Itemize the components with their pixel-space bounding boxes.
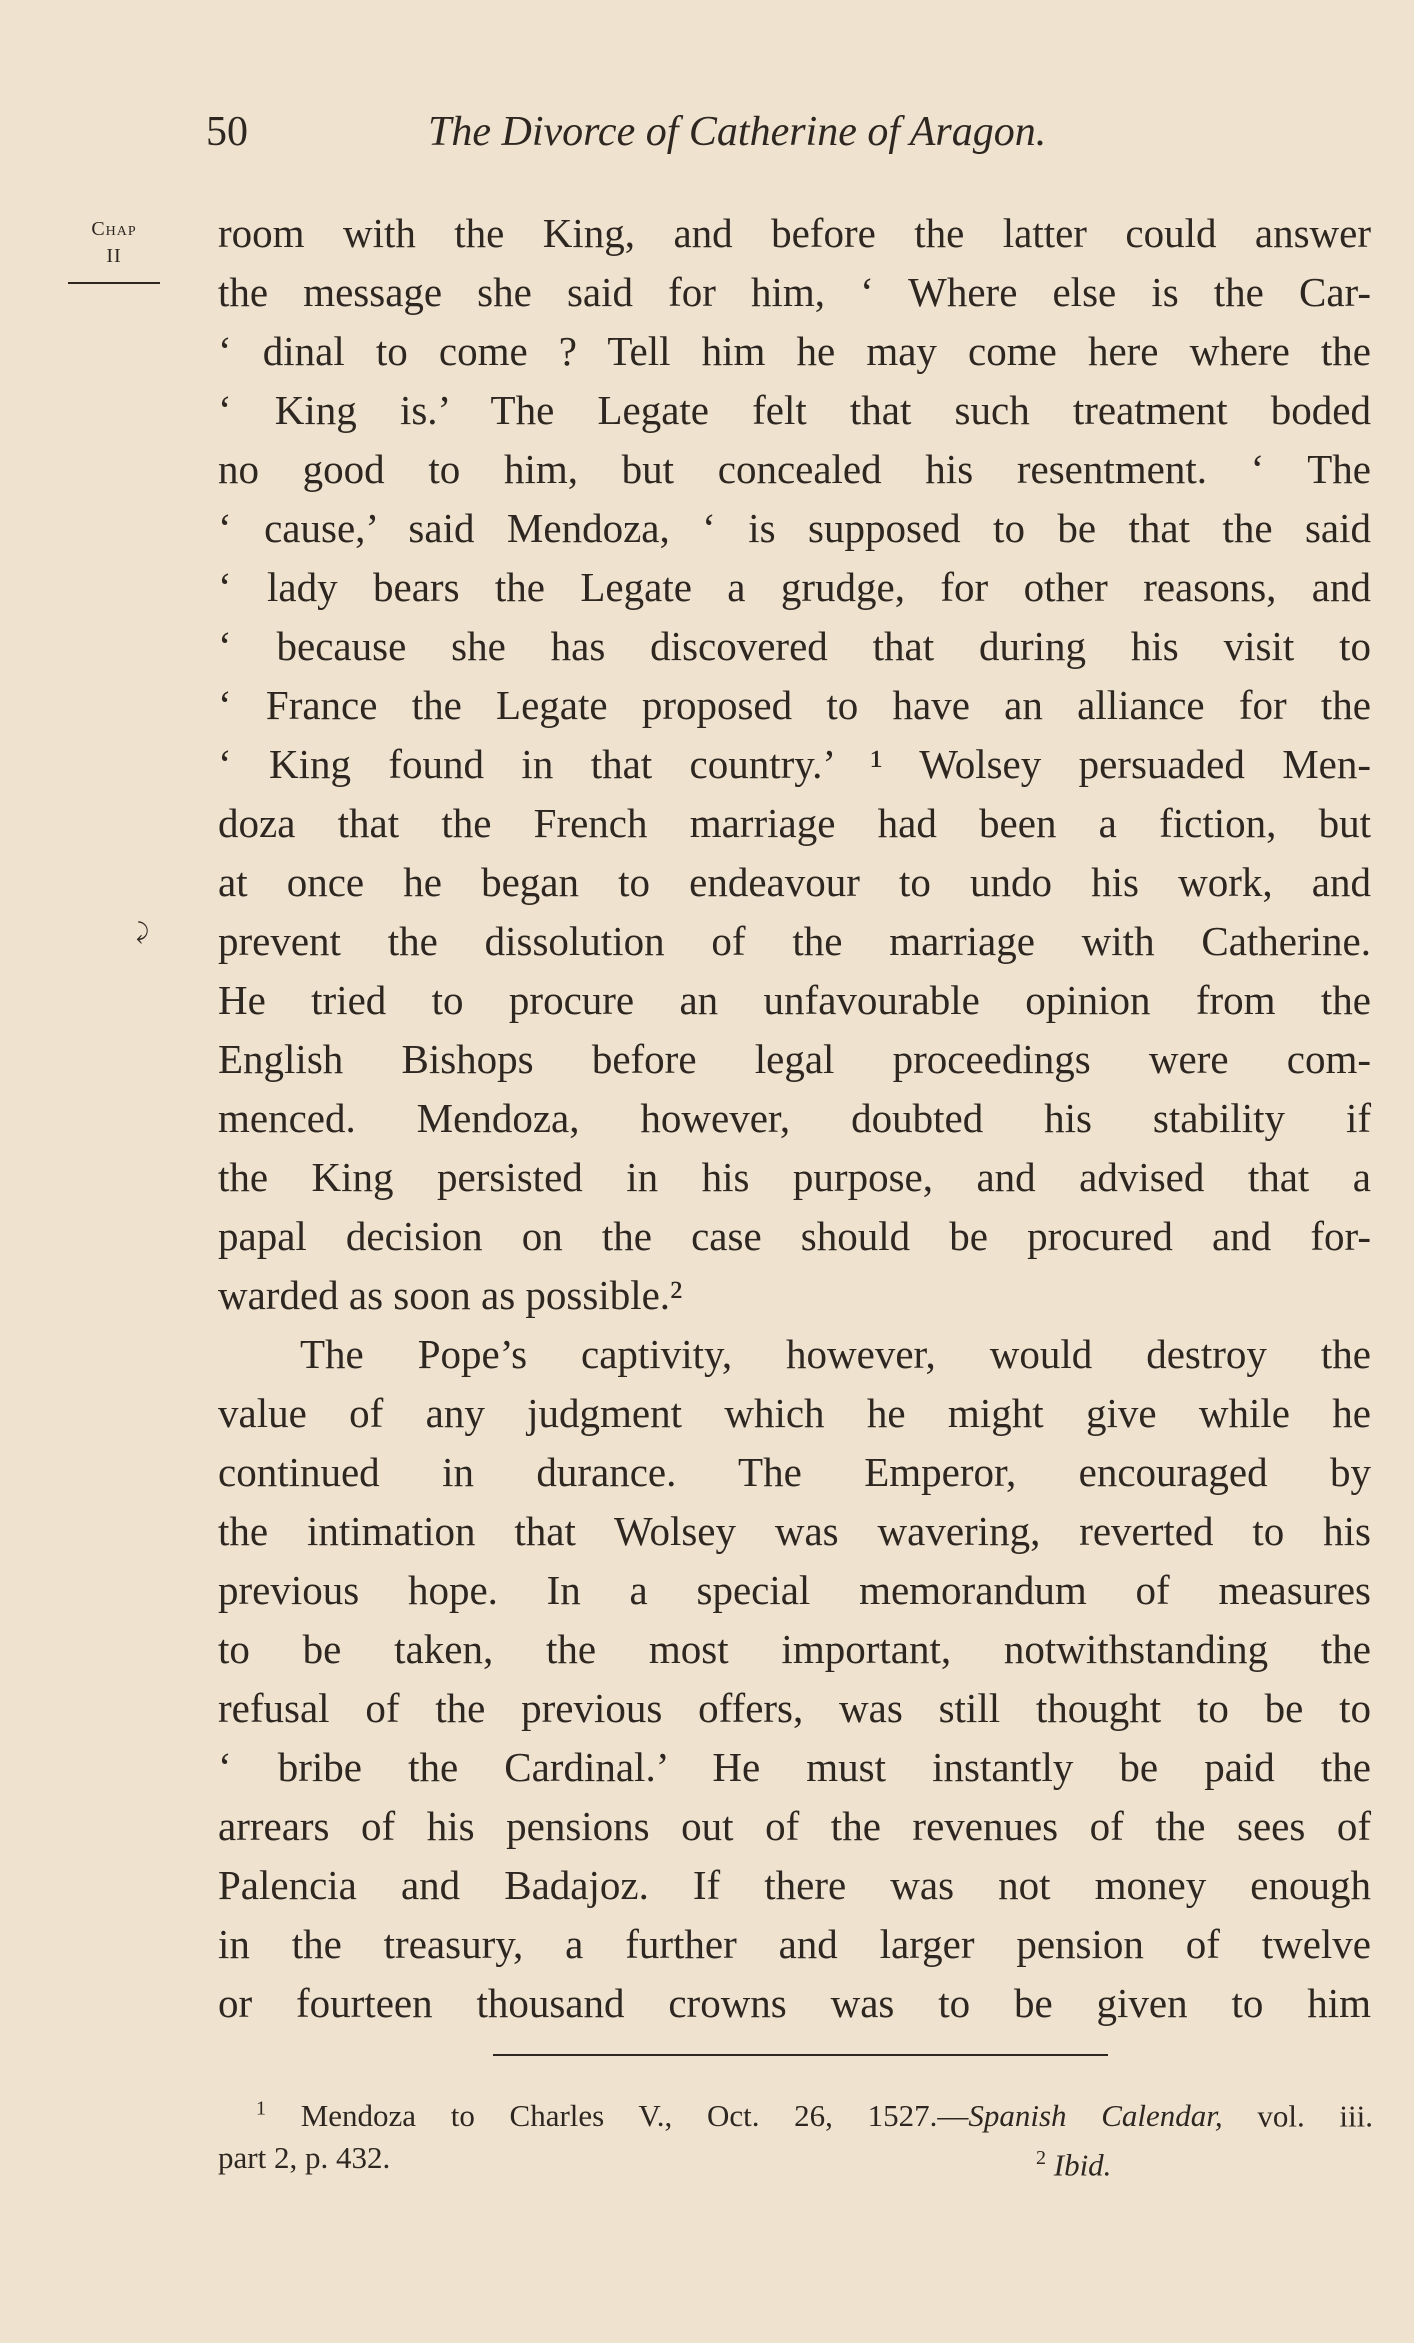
text-line: ‘ dinal to come ? Tell him he may come here where the	[218, 328, 1371, 374]
text-line: arrears of his pensions out of the revenues of the sees of	[218, 1803, 1371, 1849]
text-line: ‘ King is.’ The Legate felt that such treatment boded	[218, 387, 1371, 433]
footnote-1	[218, 2088, 1373, 2137]
body-text	[218, 204, 1371, 2033]
chapter-number: II	[106, 245, 122, 267]
text-line: previous hope. In a special memorandum of measures	[218, 1567, 1371, 1613]
text-line: ‘ King found in that country.’ ¹ Wolsey persuaded Men-	[218, 741, 1371, 787]
text-line: ‘ because she has discovered that during his visit to	[218, 623, 1371, 669]
text-line: the message she said for him, ‘ Where else is the Car-	[218, 269, 1371, 315]
footnote-1-marker: 1	[256, 2098, 266, 2120]
footnote-1-continuation-line	[218, 2137, 1373, 2183]
footnote-1-source: Spanish Calendar,	[968, 2098, 1223, 2134]
footnote-1-continuation: part 2, p. 432.	[218, 2140, 391, 2176]
page-number: 50	[206, 109, 248, 155]
page-header	[206, 108, 1206, 168]
text-line: no good to him, but concealed his resentment. ‘ The	[218, 446, 1371, 492]
text-line: ‘ lady bears the Legate a grudge, for other reasons, and	[218, 564, 1371, 610]
text-line: or fourteen thousand crowns was to be given to him	[218, 1980, 1371, 2026]
text-line: The Pope’s captivity, however, would destroy the	[300, 1331, 1371, 1377]
footnotes	[218, 2088, 1374, 2183]
text-line: continued in durance. The Emperor, encouraged by	[218, 1449, 1371, 1495]
text-line: in the treasury, a further and larger pension of twelve	[218, 1921, 1371, 1967]
chapter-rule	[68, 282, 160, 284]
text-line: room with the King, and before the latter could answer	[218, 210, 1371, 256]
text-line: ‘ bribe the Cardinal.’ He must instantly be paid the	[218, 1744, 1371, 1790]
footnote-2-text: Ibid.	[1053, 2147, 1112, 2183]
running-title: The Divorce of Catherine of Aragon.	[428, 109, 1047, 155]
text-line: the King persisted in his purpose, and advised that a	[218, 1154, 1371, 1200]
chapter-margin-note	[64, 218, 164, 284]
text-line: to be taken, the most important, notwithstanding the	[218, 1626, 1371, 1672]
text-line: refusal of the previous offers, was still thought to be to	[218, 1685, 1371, 1731]
text-line: English Bishops before legal proceedings were com-	[218, 1036, 1371, 1082]
text-line: the intimation that Wolsey was wavering, reverted to his	[218, 1508, 1371, 1554]
margin-pencil-mark: ⤸	[136, 920, 150, 945]
text-line: doza that the French marriage had been a fiction, but	[218, 800, 1371, 846]
text-line: ‘ France the Legate proposed to have an alliance for the	[218, 682, 1371, 728]
text-line: at once he began to endeavour to undo his work, and	[218, 859, 1371, 905]
text-line: papal decision on the case should be procured and for-	[218, 1213, 1371, 1259]
text-line: menced. Mendoza, however, doubted his stability if	[218, 1095, 1371, 1141]
text-line: value of any judgment which he might give while he	[218, 1390, 1371, 1436]
text-line: Palencia and Badajoz. If there was not money enough	[218, 1862, 1371, 1908]
footnote-1-volume: vol. iii.	[1257, 2098, 1374, 2134]
chapter-label: Chap	[91, 218, 137, 240]
footnote-rule	[493, 2054, 1108, 2056]
text-line: warded as soon as possible.²	[218, 1272, 683, 1318]
footnote-1-text: Mendoza to Charles V., Oct. 26, 1527.—	[300, 2098, 969, 2134]
text-line: prevent the dissolution of the marriage with Catherine.	[218, 918, 1371, 964]
text-line: ‘ cause,’ said Mendoza, ‘ is supposed to be that the said	[218, 505, 1371, 551]
footnote-2-marker: 2	[1036, 2147, 1046, 2170]
text-line: He tried to procure an unfavourable opinion from the	[218, 977, 1371, 1023]
